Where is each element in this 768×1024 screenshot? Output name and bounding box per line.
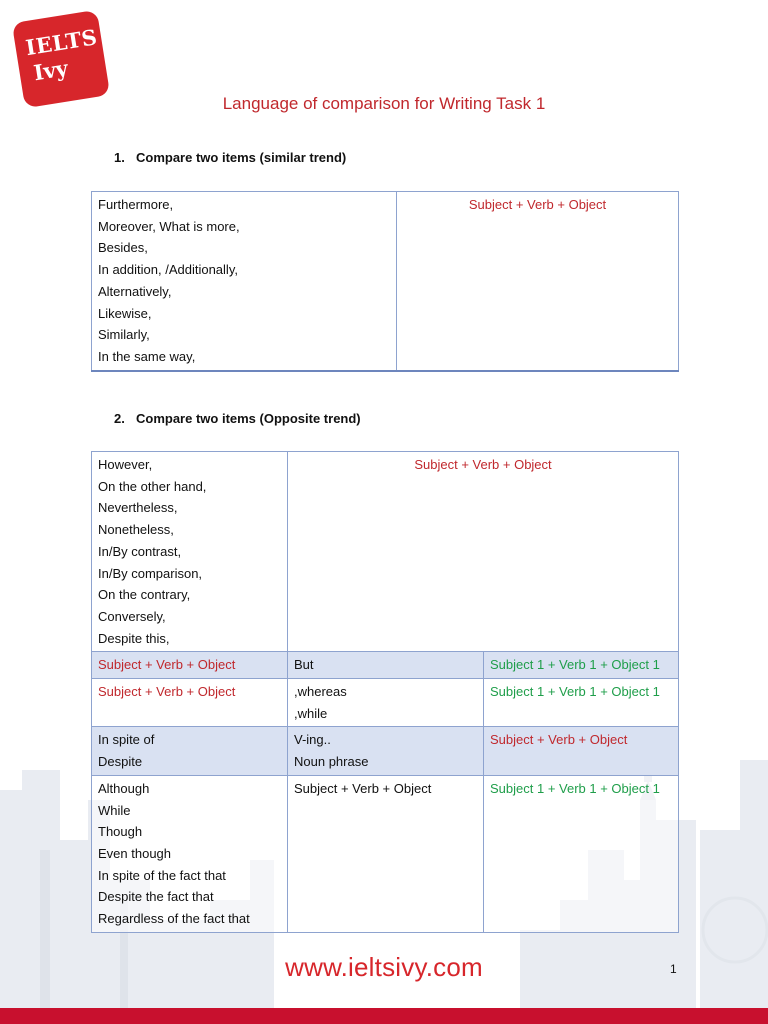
clause-right-cell: Subject 1 + Verb 1 + Object 1 (484, 775, 679, 932)
table-row (92, 452, 679, 652)
similar-trend-table (91, 191, 679, 372)
connector-item: In addition, /Additionally, (98, 262, 238, 278)
connector-item: On the other hand, (98, 478, 207, 494)
linker-item: Despite the fact that (98, 889, 214, 905)
connector-item: Furthermore, (98, 197, 174, 212)
structure-cell: Subject + Verb + Object (397, 192, 679, 371)
clause-right-cell: Subject + Verb + Object (484, 727, 679, 775)
connector-item: Similarly, (98, 327, 150, 343)
form-item: V-ing.. (294, 732, 331, 748)
section1-heading (114, 150, 346, 165)
clause-left-cell: Subject + Verb + Object (92, 652, 288, 679)
linker-item: Though (98, 824, 143, 840)
table-row (92, 652, 679, 679)
connector-item: Despite this, (98, 630, 170, 646)
linker-item: Regardless of the fact that (98, 911, 250, 927)
page-title: Language of comparison for Writing Task 1 (222, 94, 546, 113)
linker-item: ,while (294, 705, 328, 721)
linker-cell (288, 679, 484, 727)
connector-item: Alternatively, (98, 283, 172, 299)
connector-item: In/By comparison, (98, 565, 203, 581)
logo-text-line1: IELTS (23, 24, 100, 61)
linker-cell: But (288, 652, 484, 679)
connector-item: In/By contrast, (98, 543, 182, 559)
opposite-trend-table (91, 451, 679, 933)
linker-item: Despite (98, 754, 143, 770)
connector-item: Likewise, (98, 305, 152, 321)
linker-cell (92, 727, 288, 775)
clause-left-cell: Subject + Verb + Object (92, 679, 288, 727)
linker-item: ,whereas (294, 684, 347, 700)
linker-item: Even though (98, 845, 172, 861)
form-cell (288, 727, 484, 775)
footer-bar (0, 1008, 768, 1024)
connector-item: On the contrary, (98, 587, 191, 603)
connector-item: Nevertheless, (98, 500, 178, 516)
clause-middle-cell: Subject + Verb + Object (288, 775, 484, 932)
table-row (92, 727, 679, 775)
connector-item: In the same way, (98, 348, 196, 364)
page-number: 1 (670, 962, 677, 976)
section2-heading-text: Compare two items (Opposite trend) (136, 411, 361, 426)
connector-item: However, (98, 457, 153, 472)
connector-item: Conversely, (98, 608, 166, 624)
section2-heading (114, 411, 361, 426)
linker-item: While (98, 802, 131, 818)
connector-item: Moreover, What is more, (98, 218, 240, 234)
clause-right-cell: Subject 1 + Verb 1 + Object 1 (484, 679, 679, 727)
logo-text-line2: Ivy (31, 55, 70, 86)
connectors-cell (92, 192, 397, 371)
linker-cell (92, 775, 288, 932)
structure-cell: Subject + Verb + Object (288, 452, 679, 652)
connector-item: Nonetheless, (98, 522, 174, 538)
section2-number: 2. (114, 411, 125, 426)
section1-number: 1. (114, 150, 125, 165)
connector-item: Besides, (98, 240, 148, 256)
linker-item: In spite of (98, 732, 155, 748)
website-url[interactable]: www.ieltsivy.com (285, 952, 483, 982)
section1-heading-text: Compare two items (similar trend) (136, 150, 347, 165)
form-item: Noun phrase (294, 754, 369, 770)
linker-item: In spite of the fact that (98, 867, 226, 883)
table-row (92, 679, 679, 727)
linker-item: Although (98, 780, 150, 796)
table-row (92, 192, 679, 371)
connectors-cell (92, 452, 288, 652)
clause-right-cell: Subject 1 + Verb 1 + Object 1 (484, 652, 679, 679)
table-row (92, 775, 679, 932)
